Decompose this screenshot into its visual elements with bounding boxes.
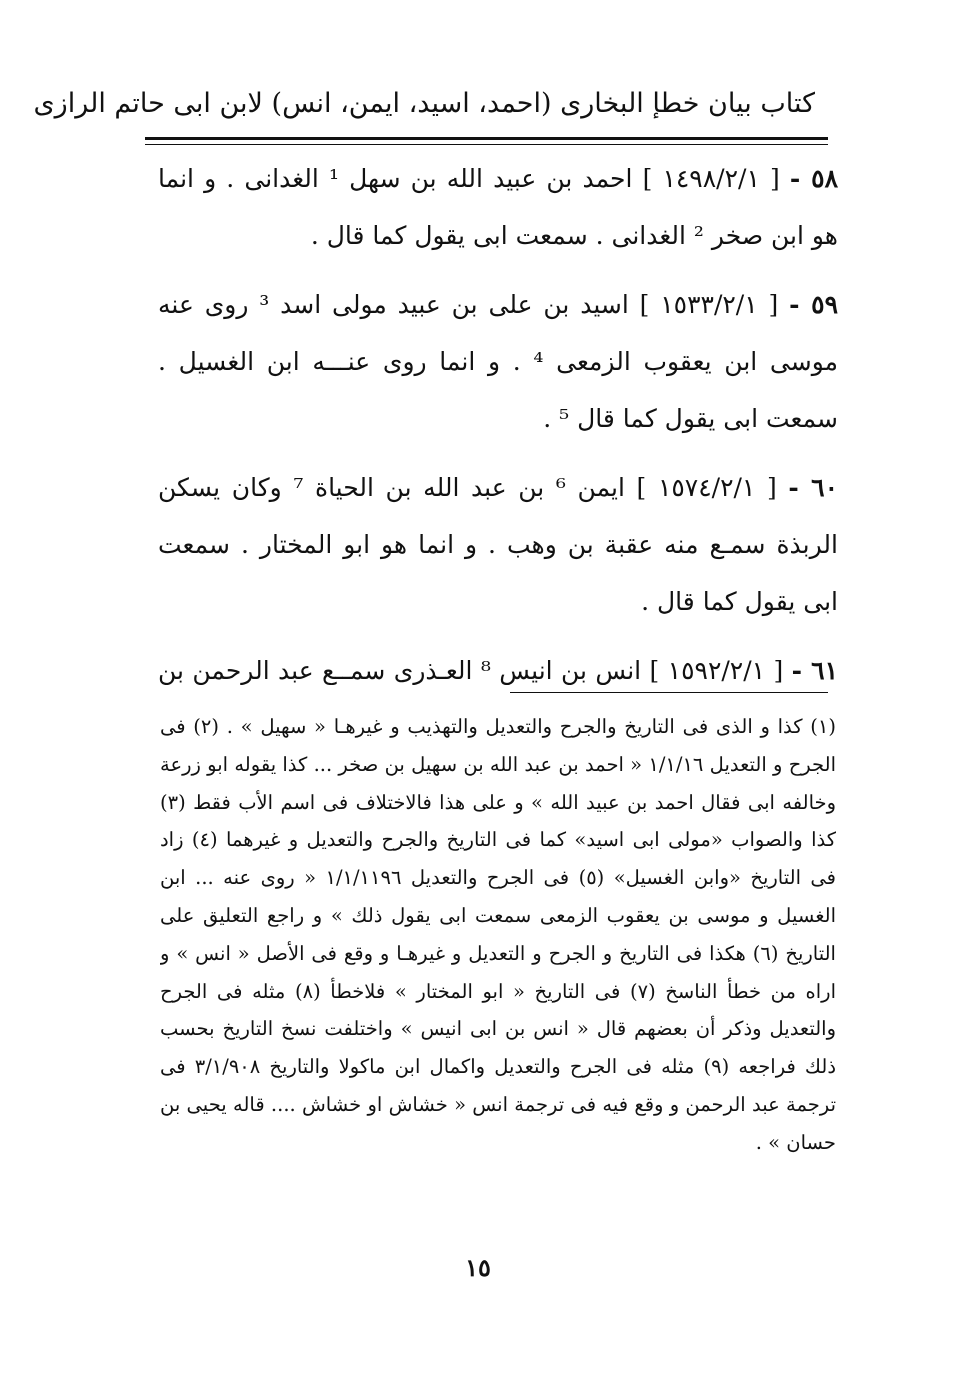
page-number: ١٥ <box>465 1253 491 1282</box>
entry-59 <box>158 276 838 447</box>
entry-text: [ ١٥٩٢/٢/١ ] انس بن انيس ⁸ العـذرى سمــع عبد الرحمن بن <box>158 656 784 685</box>
entry-text: [ ١٥٣٣/٢/١ ] اسيد بن على بن عبيد مولى اسد ³ روى عنه موسى ابن يعقوب الزمعى ⁴ . و انما روى عنـــه ابن الغسيل . سمعت ابى يقول كما قال ⁵ . <box>158 290 838 433</box>
entry-number: ٦٠ - <box>788 473 838 502</box>
entry-61 <box>158 642 838 685</box>
footnote-separator <box>510 692 828 693</box>
header-rule-thin <box>145 144 828 145</box>
footnotes-block: (١) كذا و الذى فى التاريخ والجرح والتعديل والتهذيب و غيرهـا « سهيل » . (٢) فى الجرح و التعديل ١/١/١٦ « احمد بن عبد الله بن سهيل بن صخر ... كذا يقوله ابو زرعة وخالفه ابى فقال احمد بن عبيد الله » و على هذا فالاختلاف فى اسم الأب فقط (٣) كذا والصواب «مولى ابى اسيد» كما فى التاريخ والجرح والتعديل و غيرهما (٤) زاد فى التاريخ «وابن الغسيل» (٥) فى الجرح والتعديل ١/١/١١٩٦ « روى عنه ... ابن الغسيل و موسى بن يعقوب الزمعى سمعت ابى يقول ذلك » و راجع التعليق على التاريخ (٦) هكذا فى التاريخ و الجرح و التعديل و غيرهـا و وقع فى الأصل « انس » و اراه من خطأ الناسخ (٧) فى التاريخ « ابو المختار » فلاخطأ (٨) مثله فى الجرح والتعديل وذكر أن بعضهم قال « انس بن ابى انيس » واختلفت نسخ التاريخ بحسب ذلك فراجعه (٩) مثله فى الجرح والتعديل واكمال ابن ماكولا والتاريخ ٣/١/٩٠٨ فى ترجمة عبد الرحمن و وقع فيه فى ترجمة انس « خشاش او خشاش .... قاله يحيى بن حسان » . <box>160 715 836 1154</box>
entry-text: [ ١٥٧٤/٢/١ ] ايمن ⁶ بن عبد الله بن الحياة ⁷ وكان يسكن الربذة سمـع منه عقبة بن وهب . و انما هو ابو المختار . سمعت ابى يقول كما قال . <box>158 473 838 616</box>
entry-number: ٥٩ - <box>789 290 838 319</box>
entry-text: [ ١٤٩٨/٢/١ ] احمد بن عبيد الله بن سهل ¹ الغدانى . و انما هو ابن صخر ² الغدانى . سمعت ابى يقول كما قال . <box>158 164 838 250</box>
entry-number: ٥٨ - <box>789 164 838 193</box>
entry-number: ٦١ - <box>791 656 838 685</box>
entry-58 <box>158 150 838 264</box>
entries-section <box>158 150 838 685</box>
header-rule-thick <box>145 137 828 140</box>
entry-60 <box>158 459 838 630</box>
running-header-title: كتاب بيان خطإ البخارى (احمد، اسيد، ايمن، انس) لابن ابى حاتم الرازى <box>33 88 815 119</box>
